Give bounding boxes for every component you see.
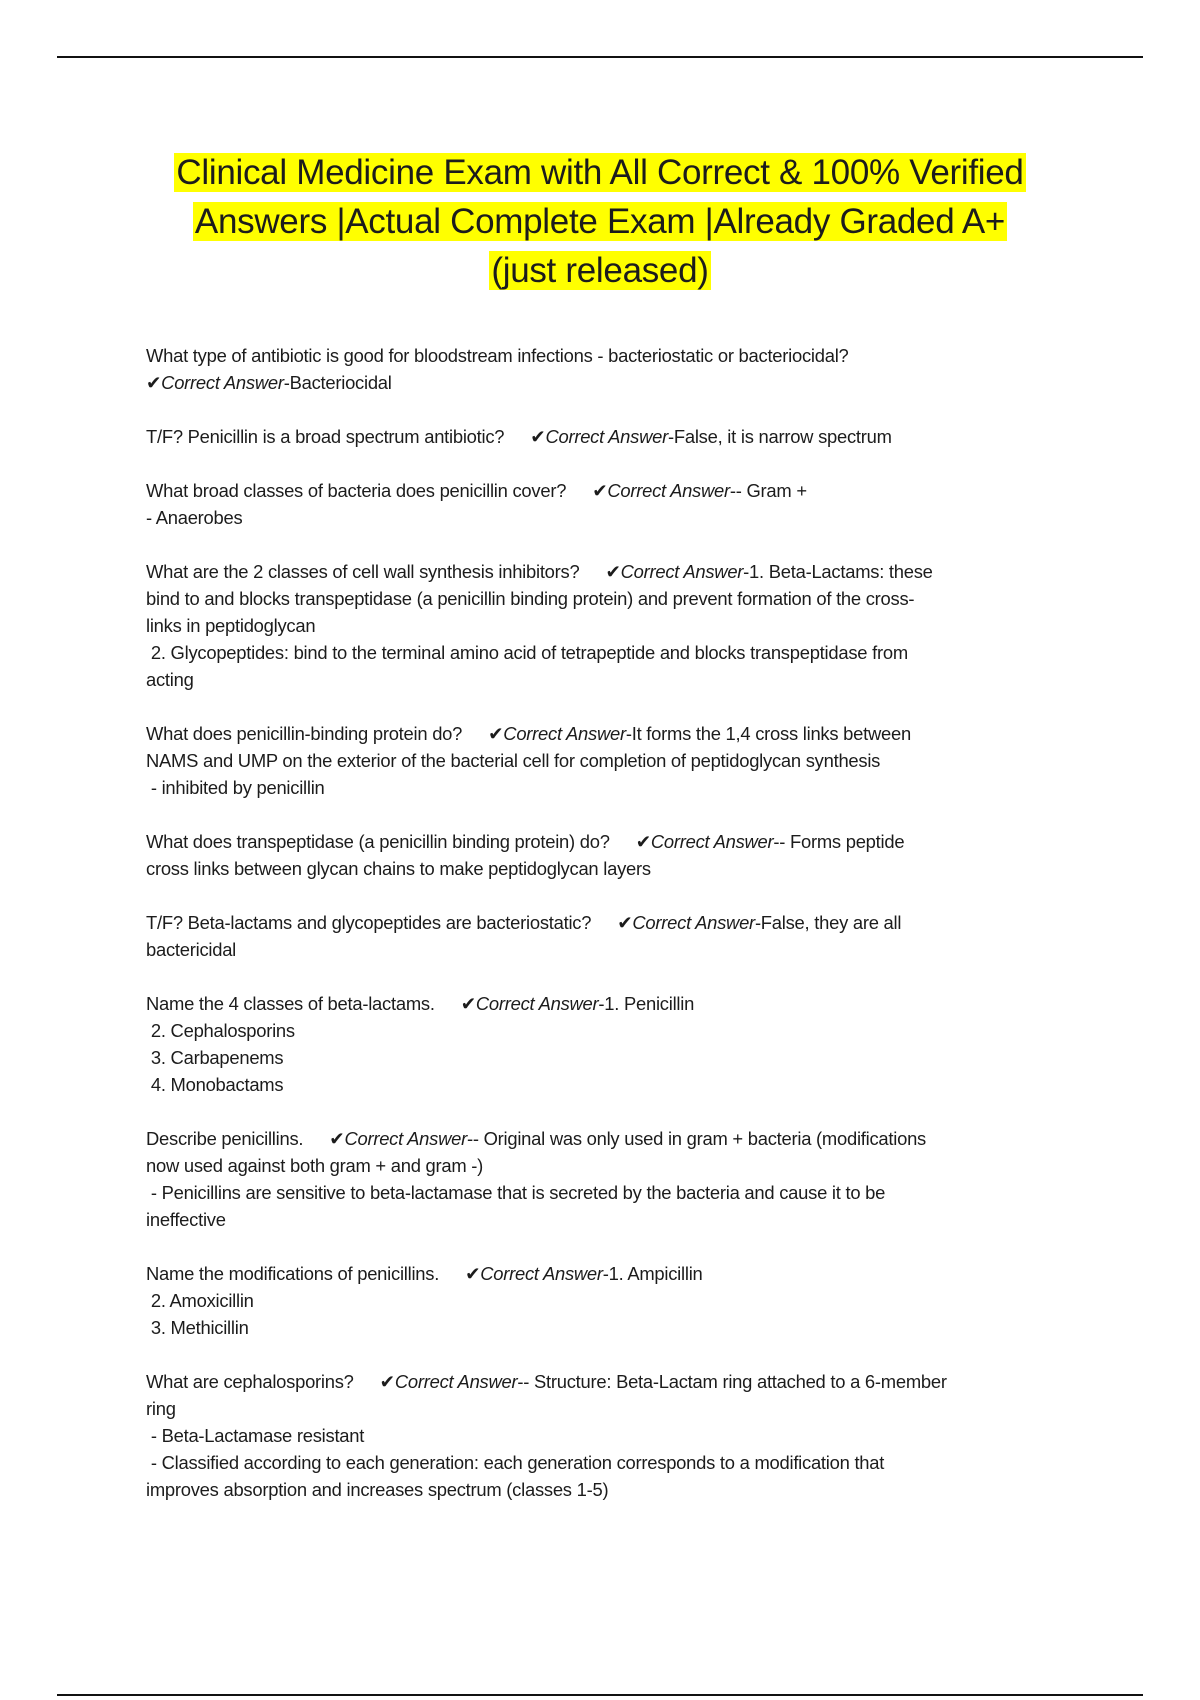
qa-item: [146, 720, 1076, 801]
answer-continuation: - Classified according to each generation: each generation corresponds to a modification that: [146, 1452, 885, 1473]
answer-continuation: 4. Monobactams: [146, 1074, 284, 1095]
qa-item: [146, 1260, 1076, 1341]
bottom-rule: [57, 1694, 1143, 1696]
correct-answer-label: ✔Correct Answer: [460, 993, 599, 1014]
answer-continuation: 2. Cephalosporins: [146, 1020, 295, 1041]
qa-item: [146, 342, 1076, 396]
answer-continuation: 2. Glycopeptides: bind to the terminal amino acid of tetrapeptide and blocks transpeptidase from: [146, 642, 908, 663]
qa-first-line: [146, 990, 1076, 1017]
answer-continuation: improves absorption and increases spectrum (classes 1-5): [146, 1479, 609, 1500]
answer-continuation: now used against both gram + and gram -): [146, 1155, 484, 1176]
correct-answer-label: ✔Correct Answer: [146, 372, 284, 393]
qa-item: [146, 828, 1076, 882]
correct-answer-label: ✔Correct Answer: [488, 723, 626, 744]
question-text: T/F? Beta-lactams and glycopeptides are bacteriostatic?: [146, 912, 592, 933]
answer-text: -False, it is narrow spectrum: [667, 426, 892, 447]
qa-first-line: [146, 1260, 1076, 1287]
correct-answer-label: ✔Correct Answer: [635, 831, 774, 852]
answer-text: -1. Beta-Lactams: these: [743, 561, 933, 582]
answer-continuation: NAMS and UMP on the exterior of the bacterial cell for completion of peptidoglycan synthesis: [146, 750, 881, 771]
answer-continuation: - Beta-Lactamase resistant: [146, 1425, 365, 1446]
qa-first-line: [146, 828, 1076, 855]
answer-text: -- Original was only used in gram + bacteria (modifications: [466, 1128, 926, 1149]
top-rule: [57, 56, 1143, 58]
qa-first-line: [146, 423, 1076, 450]
qa-first-line: [146, 720, 1076, 747]
correct-answer-label: ✔Correct Answer: [329, 1128, 467, 1149]
answer-continuation: ring: [146, 1398, 176, 1419]
answer-text: -- Forms peptide: [773, 831, 905, 852]
question-text: What does transpeptidase (a penicillin binding protein) do?: [146, 831, 610, 852]
question-text: What are the 2 classes of cell wall synthesis inhibitors?: [146, 561, 580, 582]
qa-item: [146, 909, 1076, 963]
answer-continuation: 3. Methicillin: [146, 1317, 249, 1338]
answer-continuation: - Penicillins are sensitive to beta-lactamase that is secreted by the bacteria and cause it to be: [146, 1182, 886, 1203]
qa-first-line: [146, 909, 1076, 936]
answer-text: -It forms the 1,4 cross links between: [625, 723, 911, 744]
correct-answer-label: ✔Correct Answer: [379, 1371, 518, 1392]
question-text: Name the modifications of penicillins.: [146, 1263, 440, 1284]
title-line-1: Clinical Medicine Exam with All Correct & 100% Verified: [176, 153, 1024, 192]
answer-continuation: bactericidal: [146, 939, 237, 960]
correct-answer-label: ✔Correct Answer: [530, 426, 668, 447]
question-text: What does penicillin-binding protein do?: [146, 723, 463, 744]
qa-item: [146, 990, 1076, 1098]
answer-continuation: cross links between glycan chains to make peptidoglycan layers: [146, 858, 651, 879]
answer-text: -- Structure: Beta-Lactam ring attached to a 6-member: [517, 1371, 947, 1392]
answer-text: -1. Penicillin: [598, 993, 695, 1014]
question-text: Name the 4 classes of beta-lactams.: [146, 993, 435, 1014]
qa-first-line: [146, 342, 1076, 369]
question-text: What are cephalosporins?: [146, 1371, 354, 1392]
qa-item: [146, 477, 1076, 531]
answer-text: -1. Ampicillin: [602, 1263, 703, 1284]
qa-answer-line: [146, 369, 1076, 396]
qa-first-line: [146, 1125, 1076, 1152]
question-text: Describe penicillins.: [146, 1128, 304, 1149]
answer-continuation: links in peptidoglycan: [146, 615, 316, 636]
answer-continuation: 2. Amoxicillin: [146, 1290, 254, 1311]
qa-item: [146, 1368, 1076, 1503]
correct-answer-label: ✔Correct Answer: [605, 561, 744, 582]
answer-continuation: - inhibited by penicillin: [146, 777, 325, 798]
answer-continuation: 3. Carbapenems: [146, 1047, 284, 1068]
answer-text: -Bacteriocidal: [283, 372, 392, 393]
correct-answer-label: ✔Correct Answer: [465, 1263, 603, 1284]
correct-answer-label: ✔Correct Answer: [617, 912, 755, 933]
answer-text: -- Gram +: [729, 480, 807, 501]
question-text: T/F? Penicillin is a broad spectrum antibiotic?: [146, 426, 505, 447]
answer-continuation: acting: [146, 669, 194, 690]
answer-continuation: ineffective: [146, 1209, 226, 1230]
qa-list: [146, 342, 1076, 1530]
answer-continuation: bind to and blocks transpeptidase (a penicillin binding protein) and prevent formation of the cross-: [146, 588, 915, 609]
question-text: What broad classes of bacteria does penicillin cover?: [146, 480, 567, 501]
document-title: [100, 148, 1100, 295]
answer-continuation: - Anaerobes: [146, 507, 243, 528]
qa-first-line: [146, 477, 1076, 504]
qa-item: [146, 558, 1076, 693]
title-line-2: Answers |Actual Complete Exam |Already Graded A+: [194, 202, 1006, 241]
title-line-3: (just released): [491, 251, 709, 290]
question-text: What type of antibiotic is good for bloodstream infections - bacteriostatic or bacteriocidal?: [146, 345, 849, 366]
qa-first-line: [146, 558, 1076, 585]
correct-answer-label: ✔Correct Answer: [592, 480, 730, 501]
qa-first-line: [146, 1368, 1076, 1395]
qa-item: [146, 1125, 1076, 1233]
qa-item: [146, 423, 1076, 450]
answer-text: -False, they are all: [754, 912, 902, 933]
